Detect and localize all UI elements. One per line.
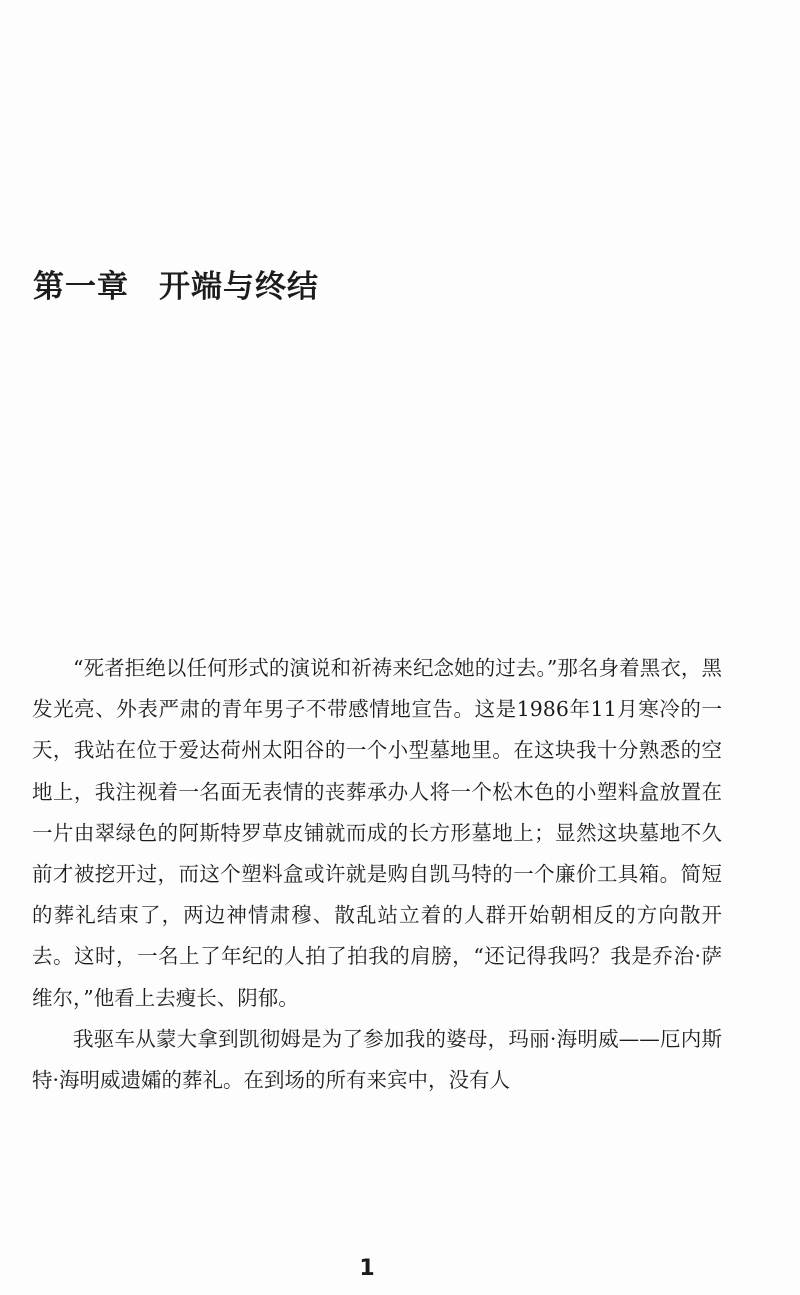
paragraph-2: 我驱车从蒙大拿到凯彻姆是为了参加我的婆母，玛丽·海明威——厄内斯特·海明威遗孀的葬礼。在到场的所有来宾中，没有人 [32,1026,722,1093]
chapter-number: 第一章 [33,268,129,305]
body-text [32,648,722,1101]
chapter-title: 开端与终结 [159,268,319,305]
paragraph-1: “死者拒绝以任何形式的演说和祈祷来纪念她的过去。”那名身着黑衣，黑发光亮、外表严肃的青年男子不带感情地宣告。这是1986年11月寒冷的一天，我站在位于爱达荷州太阳谷的一个小型墓地里。在这块我十分熟悉的空地上，我注视着一名面无表情的丧葬承办人将一个松木色的小塑料盒放置在一片由翠绿色的阿斯特罗草皮铺就而成的长方形墓地上；显然这块墓地不久前才被挖开过，而这个塑料盒或许就是购自凯马特的一个廉价工具箱。简短的葬礼结束了，两边神情肃穆、散乱站立着的人群开始朝相反的方向散开去。这时，一名上了年纪的人拍了拍我的肩膀，“还记得我吗？我是乔治·萨维尔，”他看上去瘦长、阴郁。 [32,656,722,1010]
chapter-heading [33,261,319,306]
page-number: 1 [359,1256,375,1281]
